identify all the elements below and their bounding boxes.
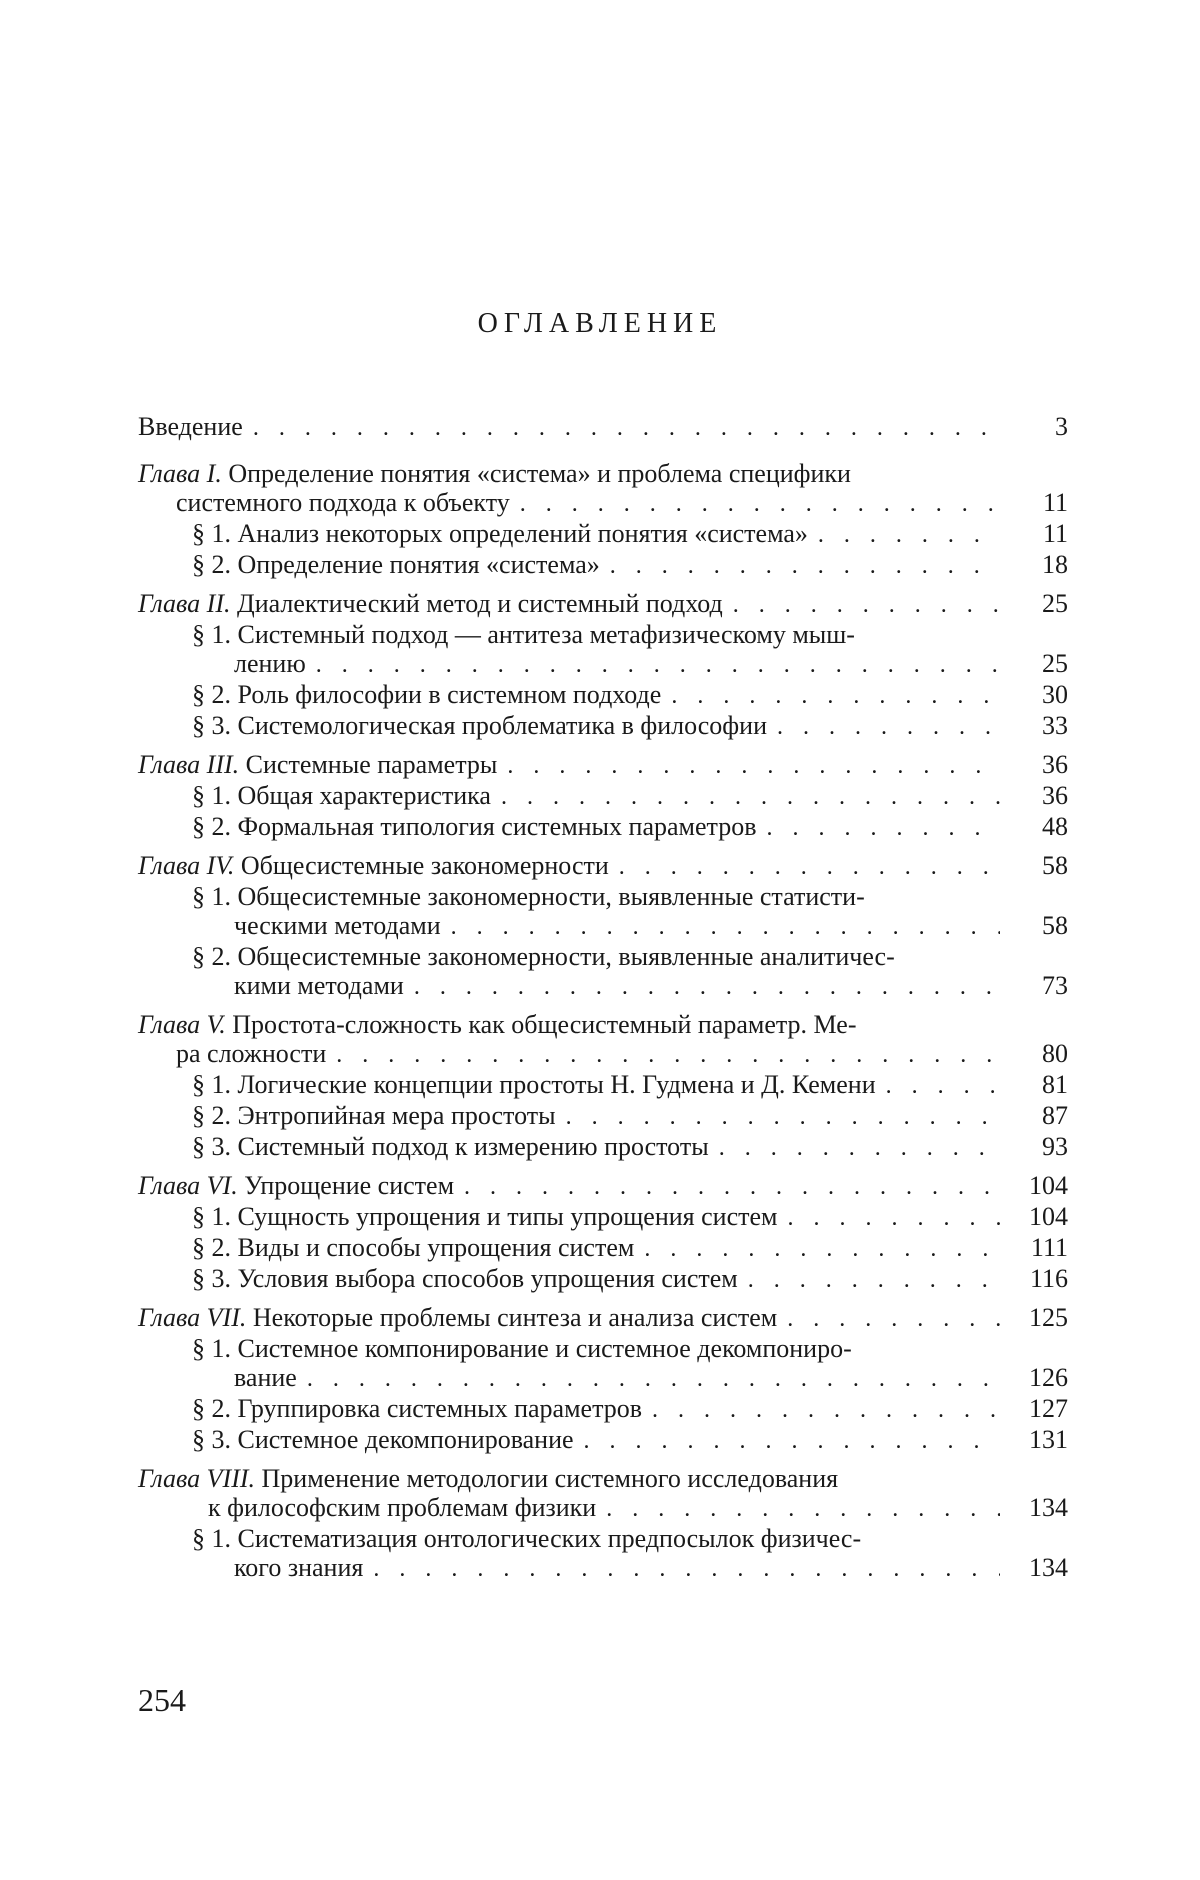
chapter-title: Системные параметры [245, 750, 498, 779]
section-number: § 2. [192, 812, 231, 841]
toc-entry-section [138, 1394, 1068, 1425]
spacer [138, 443, 1068, 451]
toc-leader-line [138, 589, 1068, 620]
toc-page-number: 25 [1042, 589, 1068, 618]
toc-entry-text [192, 1202, 777, 1231]
page-title: ОГЛАВЛЕНИЕ [477, 308, 723, 339]
section-title: Системное компонирование и системное декомпониро- [237, 1334, 852, 1363]
toc-entry-text [192, 1070, 876, 1099]
toc-leader-line [138, 1303, 1068, 1334]
section-title-continuation [192, 1363, 1068, 1394]
dot-leader [336, 1041, 1000, 1070]
section-number: § 2. [192, 942, 231, 971]
chapter-label: Глава III. [138, 750, 240, 779]
section-title: Группировка системных параметров [237, 1394, 643, 1423]
dot-leader [584, 1427, 1000, 1456]
dot-leader [886, 1072, 1000, 1101]
toc-leader-line [176, 488, 1068, 519]
toc-entry-section [138, 711, 1068, 742]
toc-entry-text [138, 851, 609, 880]
dot-leader [766, 814, 1000, 843]
toc-entry-text [192, 519, 808, 548]
section-title-line [192, 620, 1068, 649]
chapter-title: Диалектический метод и системный подход [237, 589, 723, 618]
section-title: Общесистемные закономерности, выявленные статисти- [237, 882, 865, 911]
dot-leader [671, 682, 1000, 711]
chapter-title: Некоторые проблемы синтеза и анализа систем [252, 1303, 778, 1332]
toc-page-number: 11 [1042, 519, 1068, 548]
section-title: Формальная типология системных параметров [237, 812, 757, 841]
dot-leader [606, 1495, 1000, 1524]
chapter-label: Глава V. [138, 1010, 226, 1039]
toc-page-number: 80 [1042, 1039, 1068, 1068]
toc-leader-line [234, 971, 1068, 1002]
toc-page-number: 36 [1042, 781, 1068, 810]
section-number: § 1. [192, 1524, 231, 1553]
toc-entry-section [138, 519, 1068, 550]
toc-entry-text [192, 1132, 709, 1161]
toc-entry-section [138, 1524, 1068, 1584]
section-title-end: ческими методами [234, 911, 441, 940]
toc-entry-text [234, 1553, 363, 1582]
section-title-continuation [192, 911, 1068, 942]
toc-entry-section [138, 1101, 1068, 1132]
toc-entry-text [234, 911, 441, 940]
dot-leader [777, 713, 1000, 742]
toc-entry-section [138, 1132, 1068, 1163]
toc-entry-text [192, 1394, 642, 1423]
toc-leader-line [234, 911, 1068, 942]
toc-entry-section [138, 1202, 1068, 1233]
toc-leader-line [192, 1394, 1068, 1425]
dot-leader [414, 973, 1000, 1002]
toc-leader-line [138, 851, 1068, 882]
section-number: § 2. [192, 1101, 231, 1130]
toc-entry-text [138, 412, 243, 441]
dot-leader [644, 1235, 1000, 1264]
section-number: § 1. [192, 1202, 231, 1231]
toc-entry-section [138, 550, 1068, 581]
toc-entry-intro [138, 412, 1068, 443]
dot-leader [253, 414, 1000, 443]
toc-leader-line [176, 1039, 1068, 1070]
toc-leader-line [138, 412, 1068, 443]
section-title: Энтропийная мера простоты [237, 1101, 556, 1130]
toc-entry-text [192, 1264, 738, 1293]
section-title-end: вание [234, 1363, 297, 1392]
toc-leader-line [192, 550, 1068, 581]
toc-page-number: 127 [1029, 1394, 1068, 1423]
toc-leader-line [192, 711, 1068, 742]
toc-page-number: 73 [1042, 971, 1068, 1000]
chapter-title-line [138, 1010, 1068, 1039]
page-number: 254 [138, 1682, 186, 1718]
toc-page-number: 111 [1030, 1233, 1068, 1262]
toc-entry-text [138, 1303, 777, 1332]
toc-page-number: 116 [1029, 1264, 1068, 1293]
dot-leader [748, 1266, 1000, 1295]
toc-page-number: 48 [1042, 812, 1068, 841]
toc-entry-chapter [138, 1010, 1068, 1070]
toc-entry-section [138, 812, 1068, 843]
section-title: Анализ некоторых определений понятия «система» [237, 519, 808, 548]
toc-entry-chapter [138, 1171, 1068, 1202]
section-number: § 3. [192, 1132, 231, 1161]
toc-page-number: 33 [1042, 711, 1068, 740]
toc-entry-text [176, 488, 510, 517]
toc-entry-section [138, 620, 1068, 680]
section-title-end: кого знания [234, 1553, 364, 1582]
toc-leader-line [192, 519, 1068, 550]
toc-entry-text [234, 971, 404, 1000]
toc-entry-text [192, 812, 756, 841]
section-title-line [192, 882, 1068, 911]
toc-leader-line [192, 680, 1068, 711]
section-title-continuation [192, 1553, 1068, 1584]
toc-entry-chapter [138, 851, 1068, 882]
section-number: § 3. [192, 711, 231, 740]
toc-leader-line [192, 1425, 1068, 1456]
toc-entry-text [138, 589, 723, 618]
toc-page-number: 104 [1029, 1171, 1068, 1200]
dot-leader [451, 913, 1000, 942]
toc-leader-line [192, 812, 1068, 843]
dot-leader [787, 1204, 1000, 1233]
dot-leader [610, 552, 1000, 581]
section-number: § 2. [192, 550, 231, 579]
toc-entry-section [138, 1233, 1068, 1264]
toc-page-number: 131 [1029, 1425, 1068, 1454]
toc-page-number: 134 [1029, 1493, 1068, 1522]
section-title: Логические концепции простоты Н. Гудмена и Д. Кемени [237, 1070, 876, 1099]
toc-leader-line [208, 1493, 1068, 1524]
dot-leader [373, 1555, 1000, 1584]
section-number: § 3. [192, 1264, 231, 1293]
toc-entry-text [192, 1233, 634, 1262]
dot-leader [307, 1365, 1000, 1394]
toc-entry-section [138, 781, 1068, 812]
section-title-line [192, 1334, 1068, 1363]
dot-leader [787, 1305, 1000, 1334]
section-title-line [192, 1524, 1068, 1553]
chapter-title: Применение методологии системного исследования [261, 1464, 839, 1493]
chapter-title-line [138, 1464, 1068, 1493]
section-title: Системный подход к измерению простоты [237, 1132, 709, 1161]
section-number: § 2. [192, 1233, 231, 1262]
toc-leader-line [234, 1553, 1068, 1584]
dot-leader [733, 591, 1000, 620]
section-number: § 2. [192, 680, 231, 709]
section-title: Системный подход — антитеза метафизическому мыш- [237, 620, 855, 649]
section-title-continuation [192, 971, 1068, 1002]
toc-entry-section [138, 1070, 1068, 1101]
toc-leader-line [192, 1233, 1068, 1264]
toc-entry-text [192, 680, 661, 709]
section-title: Определение понятия «система» [237, 550, 600, 579]
chapter-label: Глава VIII. [138, 1464, 256, 1493]
section-number: § 2. [192, 1394, 231, 1423]
toc-page-number: 125 [1029, 1303, 1068, 1332]
toc-page-number: 126 [1029, 1363, 1068, 1392]
chapter-label: Глава II. [138, 589, 231, 618]
dot-leader [566, 1103, 1000, 1132]
chapter-label: Глава VII. [138, 1303, 247, 1332]
table-of-contents [138, 412, 1068, 1584]
dot-leader [507, 752, 1000, 781]
chapter-label: Глава VI. [138, 1171, 238, 1200]
toc-entry-chapter [138, 1464, 1068, 1524]
toc-entry-text [192, 550, 600, 579]
toc-page-number: 30 [1042, 680, 1068, 709]
toc-page-number: 36 [1042, 750, 1068, 779]
chapter-title: Простота-сложность как общесистемный параметр. Ме- [232, 1010, 857, 1039]
chapter-title-end: системного подхода к объекту [176, 488, 510, 517]
toc-page-number: 104 [1029, 1202, 1068, 1231]
section-title: Общесистемные закономерности, выявленные аналитичес- [237, 942, 895, 971]
section-number: § 3. [192, 1425, 231, 1454]
dot-leader [316, 651, 1000, 680]
toc-leader-line [234, 649, 1068, 680]
dot-leader [818, 521, 1000, 550]
toc-leader-line [192, 1070, 1068, 1101]
toc-entry-text [234, 1363, 297, 1392]
toc-page-number: 25 [1042, 649, 1068, 678]
toc-entry-chapter [138, 589, 1068, 620]
section-title-end: лению [234, 649, 306, 678]
section-title: Виды и способы упрощения систем [237, 1233, 635, 1262]
toc-leader-line [234, 1363, 1068, 1394]
toc-entry-text [138, 750, 497, 779]
toc-entry-chapter [138, 750, 1068, 781]
section-number: § 1. [192, 882, 231, 911]
section-title: Роль философии в системном подходе [237, 680, 662, 709]
toc-entry-section [138, 680, 1068, 711]
chapter-title-continuation [138, 1039, 1068, 1070]
toc-entry-text [192, 781, 491, 810]
toc-leader-line [138, 1171, 1068, 1202]
chapter-title-line [138, 459, 1068, 488]
toc-leader-line [192, 1101, 1068, 1132]
toc-entry-text [192, 1425, 574, 1454]
section-title: Условия выбора способов упрощения систем [237, 1264, 738, 1293]
chapter-label: Глава IV. [138, 851, 235, 880]
toc-page-number: 58 [1042, 911, 1068, 940]
chapter-title: Упрощение систем [244, 1171, 455, 1200]
toc-page-number: 93 [1042, 1132, 1068, 1161]
chapter-title-continuation [138, 1493, 1068, 1524]
toc-entry-chapter [138, 1303, 1068, 1334]
toc-leader-line [192, 1132, 1068, 1163]
section-number: § 1. [192, 1334, 231, 1363]
toc-entry-section [138, 1264, 1068, 1295]
toc-entry-chapter [138, 459, 1068, 519]
toc-entry-section [138, 1334, 1068, 1394]
chapter-title-continuation [138, 488, 1068, 519]
section-number: § 1. [192, 781, 231, 810]
toc-leader-line [138, 750, 1068, 781]
section-title: Сущность упрощения и типы упрощения систем [237, 1202, 778, 1231]
chapter-title-end: к философским проблемам физики [208, 1493, 597, 1522]
toc-page-number: 18 [1042, 550, 1068, 579]
dot-leader [520, 490, 1000, 519]
toc-entry-title: Введение [138, 412, 243, 441]
dot-leader [719, 1134, 1000, 1163]
dot-leader [464, 1173, 1000, 1202]
chapter-title-end: ра сложности [176, 1039, 327, 1068]
section-title-line [192, 942, 1068, 971]
section-number: § 1. [192, 519, 231, 548]
toc-entry-text [234, 649, 306, 678]
section-title: Системологическая проблематика в философии [237, 711, 767, 740]
toc-entry-text [138, 1171, 454, 1200]
chapter-label: Глава I. [138, 459, 222, 488]
toc-entry-text [176, 1039, 326, 1068]
section-title: Системное декомпонирование [237, 1425, 574, 1454]
toc-entry-section [138, 1425, 1068, 1456]
toc-entry-section [138, 942, 1068, 1002]
section-title: Систематизация онтологических предпосылок физичес- [237, 1524, 862, 1553]
dot-leader [619, 853, 1000, 882]
section-number: § 1. [192, 1070, 231, 1099]
toc-page-number: 81 [1042, 1070, 1068, 1099]
toc-entry-section [138, 882, 1068, 942]
toc-entry-text [192, 1101, 556, 1130]
toc-leader-line [192, 781, 1068, 812]
section-title-continuation [192, 649, 1068, 680]
toc-entry-text [208, 1493, 596, 1522]
toc-page-number: 11 [1042, 488, 1068, 517]
toc-leader-line [192, 1202, 1068, 1233]
toc-leader-line [192, 1264, 1068, 1295]
toc-page-number: 134 [1029, 1553, 1068, 1582]
chapter-title: Определение понятия «система» и проблема специфики [228, 459, 851, 488]
toc-page-number: 58 [1042, 851, 1068, 880]
toc-page-number: 87 [1042, 1101, 1068, 1130]
dot-leader [501, 783, 1000, 812]
section-number: § 1. [192, 620, 231, 649]
chapter-title: Общесистемные закономерности [240, 851, 609, 880]
toc-entry-text [192, 711, 767, 740]
section-title-end: кими методами [234, 971, 404, 1000]
dot-leader [652, 1396, 1000, 1425]
toc-page-number: 3 [1055, 412, 1068, 441]
section-title: Общая характеристика [237, 781, 491, 810]
